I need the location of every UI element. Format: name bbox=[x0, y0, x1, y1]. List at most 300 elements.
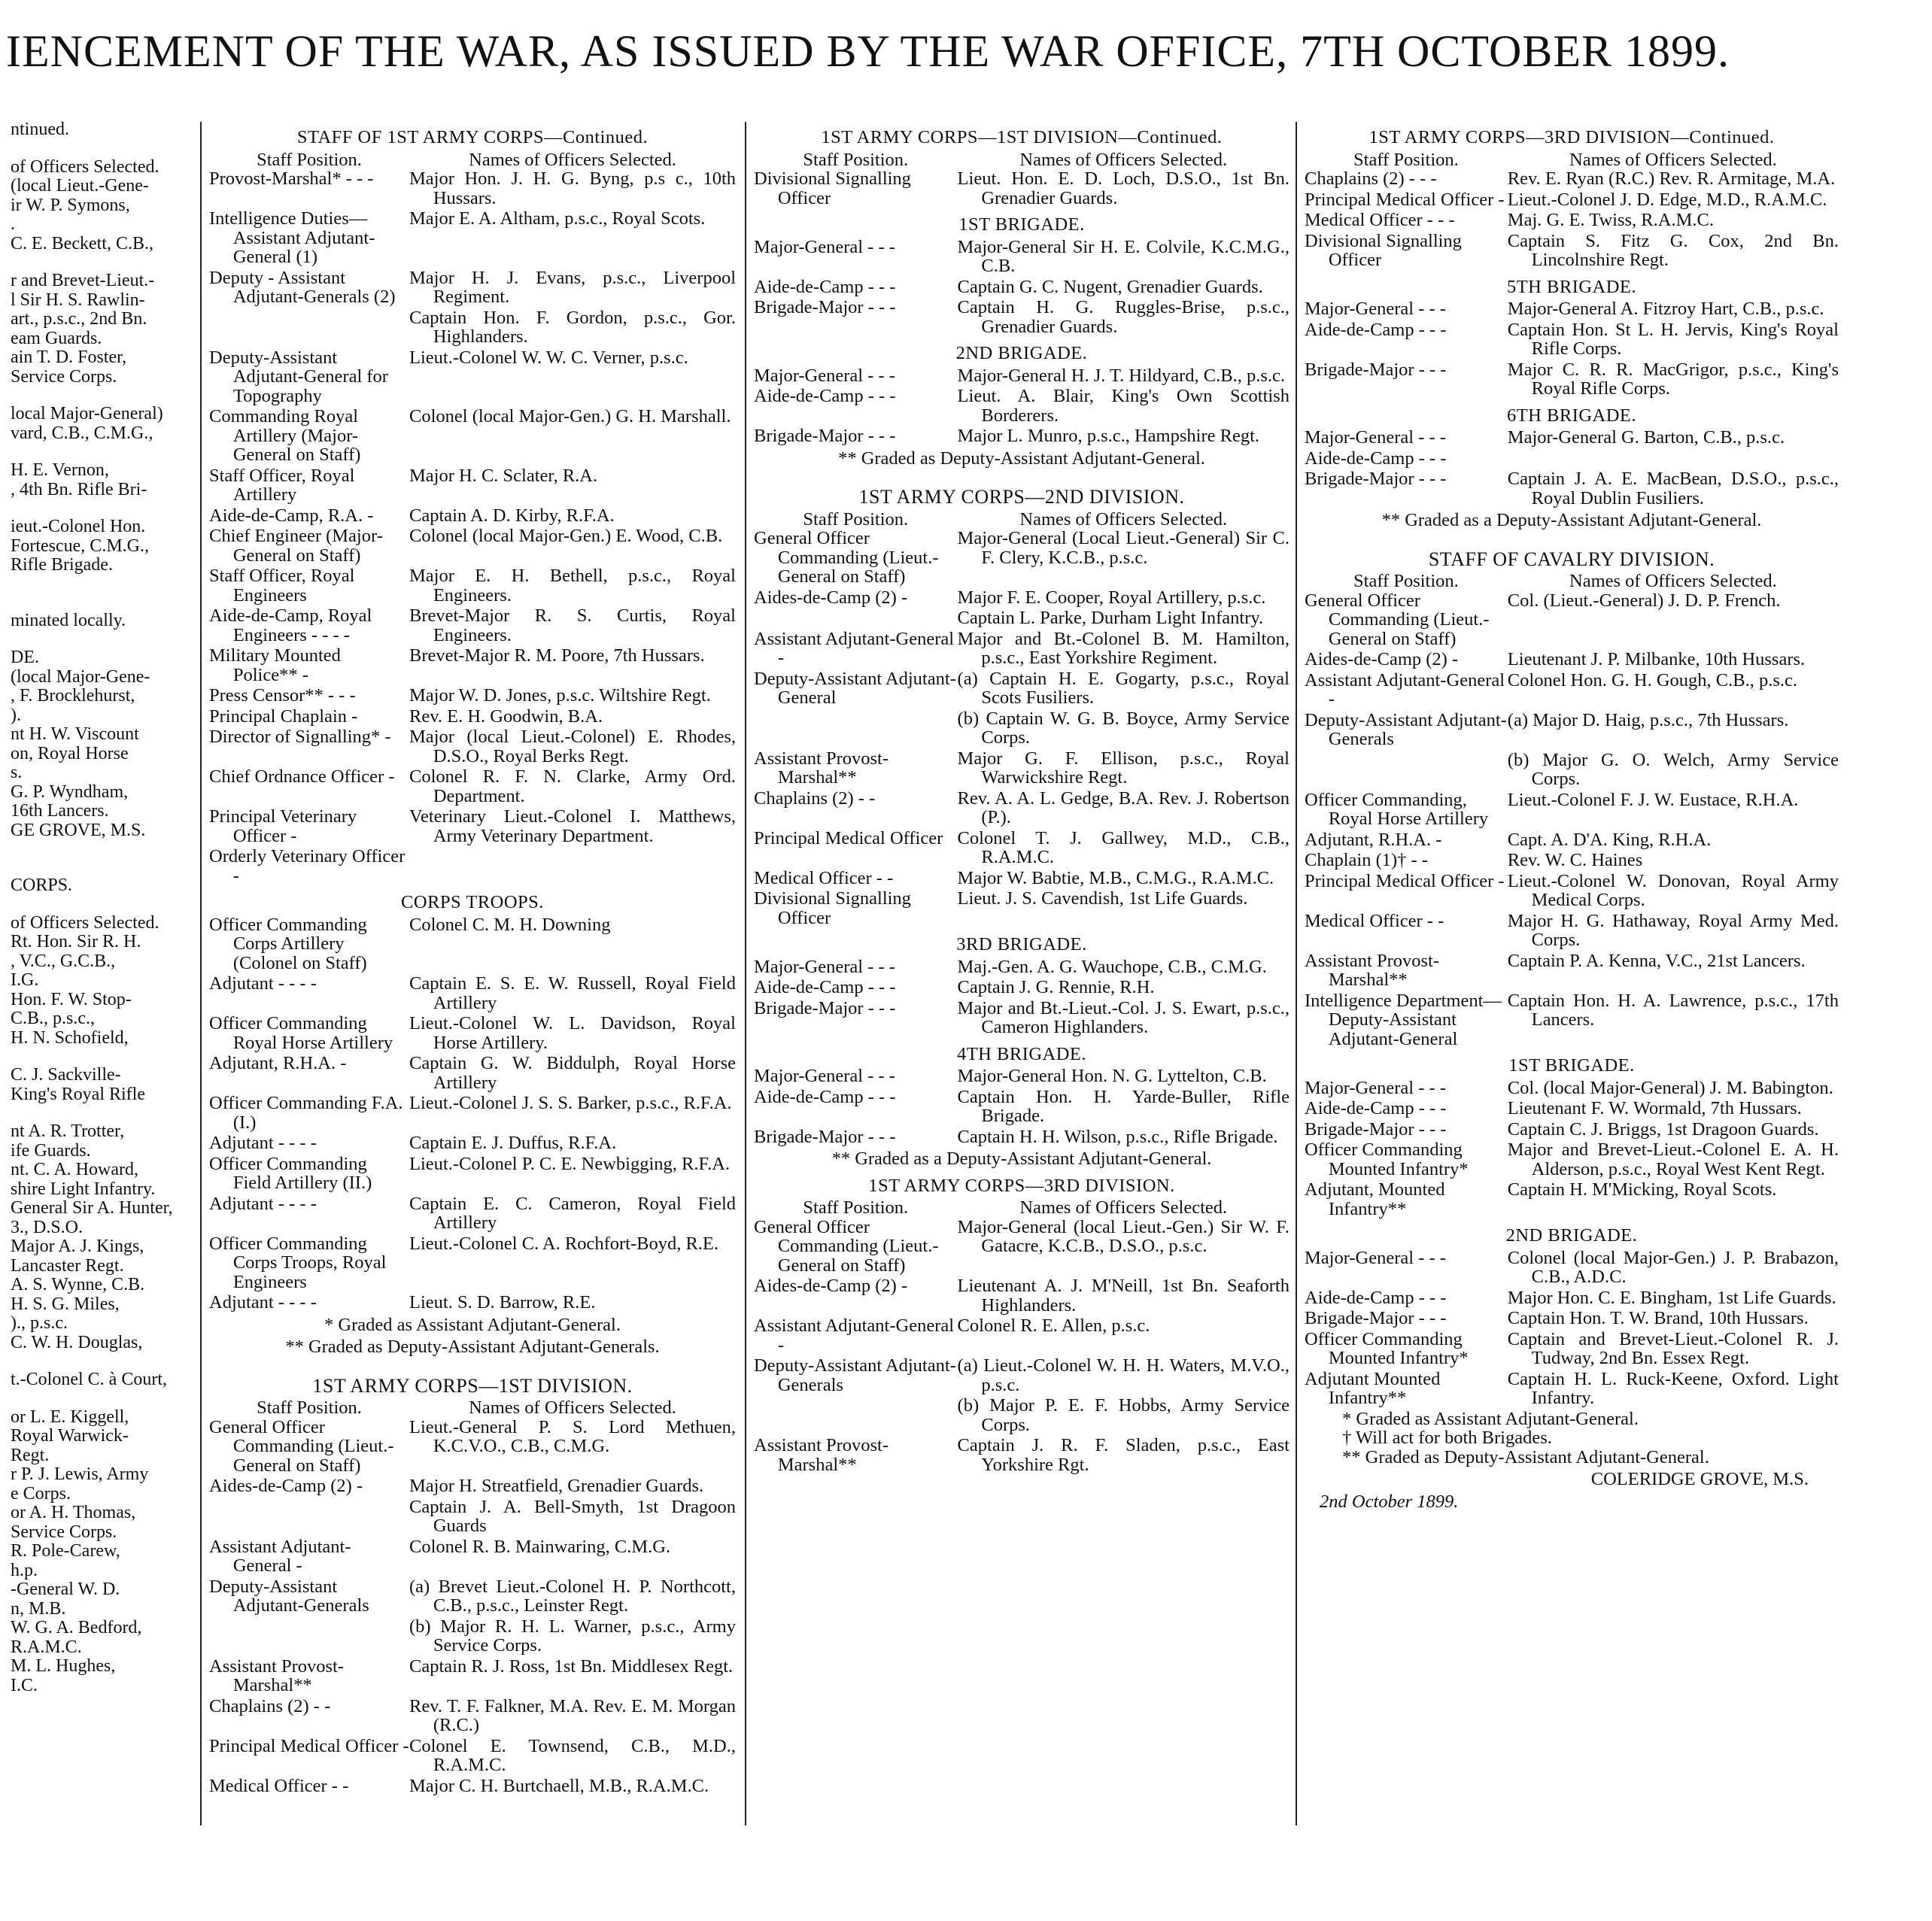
officer-name: (b) Major R. H. L. Warner, p.s.c., Army Service Corps. bbox=[409, 1616, 736, 1655]
appointment-row bbox=[1305, 428, 1839, 448]
officer-name: Captain J. A. Bell-Smyth, 1st Dragoon Guards bbox=[409, 1496, 736, 1536]
officer-name: Colonel R. F. N. Clarke, Army Ord. Department. bbox=[409, 766, 736, 806]
appointment-row bbox=[209, 847, 736, 885]
staff-position: Chaplains (2) - - - bbox=[1305, 168, 1437, 189]
appointment-row bbox=[754, 278, 1290, 297]
staff-position: General Officer Commanding (Lieut.-General on Staff) bbox=[1305, 590, 1490, 649]
appointment-row bbox=[209, 269, 736, 307]
officer-name: Captain and Brevet-Lieut.-Colonel R. J. Tudway, 2nd Bn. Essex Regt. bbox=[1507, 1328, 1839, 1368]
column-1-fragment bbox=[11, 120, 188, 1695]
fragment-line: eam Guards. bbox=[11, 329, 102, 348]
grading-note: ** Graded as Deputy-Assistant Adjutant-General. bbox=[838, 448, 1205, 469]
appointment-row bbox=[754, 1067, 1290, 1086]
officer-name: Major-General A. Fitzroy Hart, C.B., p.s.c. bbox=[1507, 299, 1824, 319]
staff-position: Brigade-Major - - - bbox=[754, 1126, 896, 1147]
appointment-row bbox=[754, 630, 1290, 668]
fragment-line: vard, C.B., C.M.G., bbox=[11, 423, 153, 443]
staff-position: Assistant Adjutant-General - bbox=[209, 1536, 351, 1576]
appointment-row bbox=[754, 588, 1290, 608]
officer-name: Rev. W. C. Haines bbox=[1507, 850, 1643, 870]
appointment-row bbox=[1305, 650, 1839, 669]
officer-name: Colonel (local Major-Gen.) G. H. Marshall. bbox=[409, 406, 731, 426]
staff-position: Officer Commanding Field Artillery (II.) bbox=[209, 1153, 372, 1193]
officer-name: Captain E. S. E. W. Russell, Royal Field Artillery bbox=[409, 973, 736, 1013]
appointment-row bbox=[1305, 169, 1839, 189]
appointment-row bbox=[754, 789, 1290, 827]
appointment-row bbox=[209, 767, 736, 806]
staff-position: Adjutant - - - - bbox=[209, 1133, 317, 1153]
officer-name: Lieut.-Colonel C. A. Rochfort-Boyd, R.E. bbox=[409, 1233, 719, 1254]
officer-name: Captain C. J. Briggs, 1st Dragoon Guards. bbox=[1507, 1118, 1819, 1140]
fragment-line: of Officers Selected. bbox=[11, 157, 159, 177]
section-heading: 5TH BRIGADE. bbox=[1506, 276, 1637, 297]
staff-position: Officer Commanding Royal Horse Artillery bbox=[209, 1013, 393, 1053]
line-gap bbox=[11, 593, 188, 612]
staff-position: Principal Medical Officer bbox=[754, 827, 943, 848]
staff-position: Provost-Marshal* - - - bbox=[209, 168, 374, 189]
appointment-row bbox=[209, 169, 736, 208]
fragment-line: h.p. bbox=[11, 1561, 38, 1580]
staff-position: Assistant Adjutant-General - bbox=[1305, 669, 1505, 709]
appointment-row bbox=[209, 407, 736, 465]
officer-name bbox=[409, 847, 736, 885]
officer-name: Captain H. G. Ruggles-Brise, p.s.c., Grenadier Guards. bbox=[957, 297, 1290, 337]
officer-name: (b) Captain W. G. B. Boyce, Army Service Corps. bbox=[957, 708, 1290, 748]
staff-position: Deputy-Assistant Adjutant-Generals bbox=[209, 1576, 369, 1616]
section-heading: 3RD BRIGADE. bbox=[956, 934, 1087, 954]
officers-header: Names of Officers Selected. bbox=[469, 149, 676, 170]
fragment-line: , 4th Bn. Rifle Bri- bbox=[11, 480, 147, 499]
staff-position: Staff Officer, Royal Engineers bbox=[209, 566, 355, 605]
staff-position: Director of Signalling* - bbox=[209, 727, 391, 747]
staff-position: Aide-de-Camp - - - bbox=[1305, 1098, 1447, 1118]
officer-name: Captain Hon. St L. H. Jervis, King's Royal Rifle Corps. bbox=[1507, 319, 1839, 359]
officer-name: Major H. J. Evans, p.s.c., Liverpool Regiment. bbox=[409, 267, 736, 307]
officer-name: Major H. Streatfield, Grenadier Guards. bbox=[409, 1476, 704, 1496]
appointment-row bbox=[209, 1194, 736, 1233]
officer-name: Rev. E. Ryan (R.C.) Rev. R. Armitage, M.A. bbox=[1507, 168, 1836, 189]
staff-position: Adjutant - - - - bbox=[209, 1292, 317, 1313]
appointment-row bbox=[1305, 469, 1839, 508]
appointment-row bbox=[754, 889, 1290, 927]
appointment-row bbox=[1305, 1330, 1839, 1368]
staff-position: Brigade-Major - - - bbox=[754, 297, 896, 317]
fragment-line: Lancaster Regt. bbox=[11, 1256, 124, 1276]
fragment-line: H. N. Schofield, bbox=[11, 1028, 129, 1048]
footnote: † Will act for both Brigades. bbox=[1342, 1428, 1552, 1448]
appointment-row bbox=[1305, 791, 1839, 829]
fragment-line: ain T. D. Foster, bbox=[11, 348, 127, 367]
officers-header: Names of Officers Selected. bbox=[1569, 149, 1777, 170]
officer-name: Rev. E. H. Goodwin, B.A. bbox=[409, 706, 603, 727]
appointment-row bbox=[1305, 299, 1839, 319]
issue-date: 2nd October 1899. bbox=[1320, 1491, 1459, 1512]
appointment-row bbox=[754, 366, 1290, 386]
line-gap bbox=[11, 896, 188, 914]
staff-position: Deputy - Assistant Adjutant-Generals (2) bbox=[209, 267, 396, 307]
officer-name: Major Hon. C. E. Bingham, 1st Life Guards. bbox=[1507, 1287, 1836, 1308]
appointment-row bbox=[209, 974, 736, 1012]
officer-name: Lieutenant F. W. Wormald, 7th Hussars. bbox=[1507, 1098, 1802, 1118]
appointment-row bbox=[209, 1737, 736, 1775]
fragment-line: Rt. Hon. Sir R. H. bbox=[11, 933, 141, 951]
section-heading: 6TH BRIGADE. bbox=[1506, 405, 1637, 426]
section-heading: 1ST ARMY CORPS—1ST DIVISION. bbox=[312, 1374, 633, 1397]
appointment-row bbox=[209, 466, 736, 505]
staff-position: Officer Commanding Corps Artillery (Colonel on Staff) bbox=[209, 914, 367, 973]
appointment-row bbox=[209, 308, 736, 347]
officer-name: Rev. T. F. Falkner, M.A. Rev. E. M. Morgan (R.C.) bbox=[409, 1695, 736, 1735]
officer-name: (a) Brevet Lieut.-Colonel H. P. Northcott, C.B., p.s.c., Leinster Regt. bbox=[409, 1576, 736, 1616]
appointment-row bbox=[754, 957, 1290, 977]
fragment-line: local Major-General) bbox=[11, 405, 163, 423]
fragment-line: General Sir A. Hunter, bbox=[11, 1199, 173, 1218]
officer-name: Captain S. Fitz G. Cox, 2nd Bn. Lincolnshire Regt. bbox=[1507, 230, 1839, 270]
staff-position: Brigade-Major - - - bbox=[1305, 359, 1447, 380]
fragment-line: r and Brevet-Lieut.- bbox=[11, 272, 155, 290]
officers-header: Names of Officers Selected. bbox=[469, 1398, 676, 1418]
staff-position: General Officer Commanding (Lieut.-General on Staff) bbox=[209, 1416, 394, 1476]
appointment-row bbox=[1305, 1079, 1839, 1098]
fragment-line: r P. J. Lewis, Army bbox=[11, 1465, 149, 1484]
appointment-row bbox=[754, 869, 1290, 888]
staff-position: Chief Ordnance Officer - bbox=[209, 766, 395, 787]
officer-name: (a) Major D. Haig, p.s.c., 7th Hussars. bbox=[1507, 709, 1789, 730]
fragment-line: DE. bbox=[11, 648, 39, 667]
officer-name: Major Hon. J. H. G. Byng, p.s c., 10th Hussars. bbox=[409, 168, 736, 208]
appointment-row bbox=[1305, 232, 1839, 270]
staff-position-header: Staff Position. bbox=[257, 149, 362, 170]
column-4 bbox=[1305, 120, 1839, 1511]
officer-name: Lieut.-Colonel W. W. C. Verner, p.s.c. bbox=[409, 347, 688, 368]
staff-position: Aide-de-Camp, Royal Engineers - - - - bbox=[209, 605, 372, 645]
fragment-line: Service Corps. bbox=[11, 1522, 117, 1542]
officer-name: Major L. Munro, p.s.c., Hampshire Regt. bbox=[957, 426, 1260, 446]
appointment-row bbox=[209, 686, 736, 706]
fragment-line: 16th Lancers. bbox=[11, 802, 109, 821]
appointment-row bbox=[754, 1218, 1290, 1276]
officer-name: Colonel (local Major-Gen.) E. Wood, C.B. bbox=[409, 526, 723, 546]
staff-position: Principal Medical Officer - bbox=[1305, 189, 1505, 210]
appointment-row bbox=[209, 209, 736, 267]
staff-position: Divisional Signalling Officer bbox=[754, 168, 911, 208]
officer-name: Lieut.-Colonel F. J. W. Eustace, R.H.A. bbox=[1507, 789, 1799, 810]
officer-name: Captain H. H. Wilson, p.s.c., Rifle Brigade. bbox=[957, 1126, 1278, 1147]
officer-name: Major and Bt.-Colonel B. M. Hamilton, p.s.c., East Yorkshire Regiment. bbox=[957, 628, 1290, 668]
officer-name: Major-General H. J. T. Hildyard, C.B., p.s.c. bbox=[957, 365, 1285, 386]
appointment-row bbox=[1305, 1099, 1839, 1118]
fragment-line: nt. C. A. Howard, bbox=[11, 1161, 138, 1179]
officer-name: Major-General Sir H. E. Colvile, K.C.M.G., C.B. bbox=[957, 236, 1290, 276]
staff-position: Aide-de-Camp, R.A. - bbox=[209, 505, 374, 526]
appointment-row bbox=[1305, 591, 1839, 649]
officer-name: Major W. D. Jones, p.s.c. Wiltshire Regt. bbox=[409, 685, 711, 706]
staff-position bbox=[754, 709, 958, 748]
staff-position: Major-General - - - bbox=[1305, 1247, 1446, 1268]
fragment-line: ir W. P. Symons, bbox=[11, 196, 130, 215]
staff-position: Staff Officer, Royal Artillery bbox=[209, 465, 355, 505]
staff-position: Assistant Provost-Marshal** bbox=[754, 1435, 889, 1475]
officer-name: Lieutenant J. P. Milbanke, 10th Hussars. bbox=[1507, 649, 1806, 669]
fragment-line: C.B., p.s.c., bbox=[11, 1009, 96, 1028]
officer-name: Lieut. A. Blair, King's Own Scottish Borderers. bbox=[957, 386, 1290, 426]
staff-position: Major-General - - - bbox=[754, 365, 895, 386]
staff-position-header: Staff Position. bbox=[803, 149, 909, 170]
staff-position: Adjutant, R.H.A. - bbox=[1305, 829, 1442, 850]
fragment-line: A. S. Wynne, C.B. bbox=[11, 1276, 145, 1294]
officer-name: Captain J. G. Rennie, R.H. bbox=[957, 977, 1155, 997]
staff-position: Medical Officer - - bbox=[754, 867, 894, 888]
appointment-row bbox=[1305, 851, 1839, 870]
fragment-line: GE GROVE, M.S. bbox=[11, 821, 146, 840]
fragment-line: Rifle Brigade. bbox=[11, 556, 113, 575]
officer-name: Captain Hon. T. W. Brand, 10th Hussars. bbox=[1507, 1308, 1809, 1328]
staff-position: Medical Officer - - bbox=[1305, 910, 1444, 931]
column-header-row bbox=[1305, 150, 1839, 170]
appointment-row bbox=[1305, 671, 1839, 709]
appointment-row bbox=[754, 669, 1290, 708]
staff-position: Aides-de-Camp (2) - bbox=[1305, 649, 1459, 669]
officer-name: Colonel C. M. H. Downing bbox=[409, 914, 611, 935]
fragment-line: W. G. A. Bedford, bbox=[11, 1619, 142, 1637]
staff-position: Aide-de-Camp - - - bbox=[754, 1086, 896, 1107]
appointment-row bbox=[1305, 1120, 1839, 1140]
officer-name: Major-General (Local Lieut.-General) Sir C. F. Clery, K.C.B., p.s.c. bbox=[957, 528, 1290, 568]
appointment-row bbox=[209, 1418, 736, 1476]
fragment-line: t.-Colonel C. à Court, bbox=[11, 1370, 167, 1389]
column-header-row bbox=[1305, 572, 1839, 591]
appointment-row bbox=[1305, 1140, 1839, 1179]
staff-position: General Officer Commanding (Lieut.-General on Staff) bbox=[754, 528, 939, 587]
staff-position: Major-General - - - bbox=[754, 236, 895, 257]
appointment-row bbox=[1305, 751, 1839, 789]
appointment-row bbox=[754, 749, 1290, 788]
page-headline: IENCEMENT OF THE WAR, AS ISSUED BY THE WAR OFFICE, 7TH OCTOBER 1899. bbox=[6, 26, 1730, 76]
appointment-row bbox=[209, 1133, 736, 1153]
appointment-row bbox=[1305, 991, 1839, 1049]
fragment-line: e Corps. bbox=[11, 1484, 71, 1504]
staff-position: Aides-de-Camp (2) - bbox=[754, 1276, 908, 1296]
appointment-row bbox=[754, 387, 1290, 425]
fragment-line: ntinued. bbox=[11, 120, 69, 139]
fragment-line: Royal Warwick- bbox=[11, 1427, 129, 1446]
staff-position: Intelligence Duties— Assistant Adjutant-General (1) bbox=[209, 208, 375, 267]
fragment-line: (local Lieut.-Gene- bbox=[11, 177, 149, 196]
grading-note: ** Graded as Deputy-Assistant Adjutant-Generals. bbox=[285, 1337, 660, 1357]
staff-position: Major-General - - - bbox=[1305, 299, 1446, 319]
appointment-row bbox=[209, 1498, 736, 1536]
staff-position-header: Staff Position. bbox=[1353, 571, 1459, 591]
officer-name: Captain A. D. Kirby, R.F.A. bbox=[409, 505, 615, 526]
appointment-row bbox=[1305, 1370, 1839, 1408]
staff-position bbox=[1305, 751, 1508, 789]
officer-name: Colonel T. J. Gallwey, M.D., C.B., R.A.M.C. bbox=[957, 827, 1290, 867]
fragment-line: I.G. bbox=[11, 971, 39, 990]
fragment-line: ). bbox=[11, 706, 21, 725]
fragment-line: Hon. F. W. Stop- bbox=[11, 990, 132, 1009]
appointment-row bbox=[754, 978, 1290, 997]
staff-position: Brigade-Major - - - bbox=[1305, 1118, 1447, 1140]
staff-position: Officer Commanding Corps Troops, Royal Engineers bbox=[209, 1233, 387, 1292]
appointment-row bbox=[209, 1577, 736, 1616]
section-heading: 1ST ARMY CORPS—3RD DIVISION—Continued. bbox=[1368, 127, 1775, 147]
fragment-line: or A. H. Thomas, bbox=[11, 1504, 136, 1522]
appointment-row bbox=[754, 169, 1290, 208]
staff-position: Officer Commanding Mounted Infantry* bbox=[1305, 1328, 1469, 1368]
line-gap bbox=[11, 630, 188, 648]
appointment-row bbox=[754, 1356, 1290, 1394]
staff-position bbox=[754, 608, 958, 628]
staff-position: Aides-de-Camp (2) - bbox=[209, 1476, 363, 1496]
appointment-row bbox=[754, 1276, 1290, 1315]
appointment-row bbox=[209, 606, 736, 645]
appointment-row bbox=[754, 1316, 1290, 1355]
officer-name: Captain J. A. E. MacBean, D.S.O., p.s.c., Royal Dublin Fusiliers. bbox=[1507, 469, 1839, 508]
officer-name: (a) Lieut.-Colonel W. H. H. Waters, M.V.O., p.s.c. bbox=[957, 1355, 1290, 1395]
appointment-row bbox=[1305, 830, 1839, 850]
column-3 bbox=[754, 120, 1290, 1476]
fragment-line: on, Royal Horse bbox=[11, 744, 129, 763]
column-header-row bbox=[209, 1398, 736, 1418]
line-gap bbox=[11, 387, 188, 405]
officer-name: Colonel R. E. Allen, p.s.c. bbox=[957, 1316, 1150, 1336]
officer-name: Colonel R. B. Mainwaring, C.M.G. bbox=[409, 1536, 671, 1557]
staff-position: Aide-de-Camp - - - bbox=[754, 386, 896, 406]
fragment-line: C. W. H. Douglas, bbox=[11, 1333, 143, 1352]
staff-position: Brigade-Major - - - bbox=[1305, 1308, 1447, 1328]
officer-name: Captain Hon. H. A. Lawrence, p.s.c., 17th Lancers. bbox=[1507, 990, 1839, 1030]
appointment-row bbox=[209, 646, 736, 684]
fragment-line: s. bbox=[11, 763, 23, 782]
appointment-row bbox=[209, 915, 736, 973]
appointment-row bbox=[209, 566, 736, 605]
section-heading: STAFF OF 1ST ARMY CORPS—Continued. bbox=[296, 127, 649, 147]
staff-position: Aides-de-Camp (2) - bbox=[754, 587, 908, 608]
staff-position: Officer Commanding F.A. (I.) bbox=[209, 1093, 403, 1133]
section-heading: 1ST ARMY CORPS—2ND DIVISION. bbox=[858, 486, 1185, 508]
officer-name: Lieut.-General P. S. Lord Methuen, K.C.V.O., C.B., C.M.G. bbox=[409, 1416, 736, 1456]
fragment-line: art., p.s.c., 2nd Bn. bbox=[11, 310, 147, 329]
line-gap bbox=[11, 840, 188, 858]
appointment-row bbox=[209, 1697, 736, 1735]
fragment-line: nt A. R. Trotter, bbox=[11, 1122, 125, 1141]
staff-position: Principal Medical Officer - bbox=[1305, 870, 1505, 891]
section-heading: 2ND BRIGADE. bbox=[955, 343, 1088, 363]
staff-position: Assistant Adjutant-General - bbox=[754, 628, 955, 668]
officer-name: Col. (local Major-General) J. M. Babington. bbox=[1507, 1077, 1833, 1098]
staff-position: Deputy-Assistant Adjutant-General for Topography bbox=[209, 347, 388, 406]
officer-name: Lieut. S. D. Barrow, R.E. bbox=[409, 1292, 596, 1313]
officers-header: Names of Officers Selected. bbox=[1019, 1197, 1228, 1218]
line-gap bbox=[11, 443, 188, 461]
staff-position bbox=[209, 308, 409, 347]
appointment-row bbox=[1305, 1309, 1839, 1328]
column-header-row bbox=[754, 510, 1290, 530]
line-gap bbox=[11, 499, 188, 517]
grading-note: * Graded as Assistant Adjutant-General. bbox=[324, 1314, 621, 1335]
staff-position: Deputy-Assistant Adjutant-Generals bbox=[1305, 709, 1507, 749]
staff-position: Brigade-Major - - - bbox=[754, 997, 896, 1018]
appointment-row bbox=[754, 709, 1290, 748]
staff-position: Chaplains (2) - - bbox=[209, 1695, 331, 1716]
officer-name: Major C. R. R. MacGrigor, p.s.c., King's Royal Rifle Corps. bbox=[1507, 359, 1839, 399]
officer-name: Captain G. C. Nugent, Grenadier Guards. bbox=[957, 276, 1263, 297]
line-gap bbox=[11, 1352, 188, 1370]
staff-position: Assistant Provost-Marshal** bbox=[1305, 950, 1440, 990]
line-gap bbox=[11, 253, 188, 272]
staff-position-header: Staff Position. bbox=[803, 508, 909, 530]
officer-name: Major and Brevet-Lieut.-Colonel E. A. H. Alderson, p.s.c., Royal West Kent Regt. bbox=[1507, 1140, 1839, 1179]
staff-position: Adjutant Mounted Infantry** bbox=[1305, 1368, 1441, 1408]
appointment-row bbox=[209, 1657, 736, 1695]
appointment-row bbox=[209, 1293, 736, 1313]
fragment-line: )., p.s.c. bbox=[11, 1314, 68, 1333]
column-rule bbox=[745, 122, 746, 1825]
officer-name: Brevet-Major R. M. Poore, 7th Hussars. bbox=[409, 645, 705, 666]
officer-name: Lieut.-Colonel J. S. S. Barker, p.s.c., R.F.A. bbox=[409, 1093, 732, 1113]
staff-position: Military Mounted Police** - bbox=[209, 645, 341, 685]
section-heading: 2ND BRIGADE. bbox=[1505, 1225, 1638, 1246]
officer-name: Major-General Hon. N. G. Lyttelton, C.B. bbox=[957, 1066, 1267, 1086]
appointment-row bbox=[754, 608, 1290, 628]
officer-name: Lieut.-Colonel P. C. E. Newbigging, R.F.A. bbox=[409, 1153, 731, 1174]
officer-name: Captain Hon. F. Gordon, p.s.c., Gor. Highlanders. bbox=[409, 307, 736, 347]
line-gap bbox=[11, 858, 188, 876]
fragment-line: n, M.B. bbox=[11, 1599, 66, 1619]
staff-position: Aide-de-Camp - - - bbox=[754, 276, 896, 297]
officer-name: Major and Bt.-Lieut.-Col. J. S. Ewart, p.s.c., Cameron Highlanders. bbox=[957, 997, 1290, 1037]
officer-name: Captain E. C. Cameron, Royal Field Artillery bbox=[409, 1193, 736, 1233]
column-header-row bbox=[754, 150, 1290, 170]
officer-name: (a) Captain H. E. Gogarty, p.s.c., Royal Scots Fusiliers. bbox=[957, 668, 1290, 708]
fragment-line: C. J. Sackville- bbox=[11, 1066, 121, 1085]
grading-note: ** Graded as a Deputy-Assistant Adjutant-General. bbox=[831, 1149, 1212, 1169]
staff-position: Divisional Signalling Officer bbox=[754, 888, 911, 928]
footnote: * Graded as Assistant Adjutant-General. bbox=[1342, 1408, 1639, 1429]
staff-position: General Officer Commanding (Lieut.-General on Staff) bbox=[754, 1216, 939, 1276]
staff-position: Medical Officer - - bbox=[209, 1775, 349, 1796]
staff-position: Major-General - - - bbox=[1305, 427, 1446, 448]
officer-name: Major-General G. Barton, C.B., p.s.c. bbox=[1507, 427, 1785, 448]
fragment-line: minated locally. bbox=[11, 611, 126, 630]
staff-position: Chaplains (2) - - bbox=[754, 788, 876, 809]
appointment-row bbox=[209, 1054, 736, 1092]
fragment-line: -General W. D. bbox=[11, 1580, 120, 1599]
staff-position: Brigade-Major - - - bbox=[1305, 469, 1447, 489]
staff-position: Orderly Veterinary Officer - bbox=[209, 846, 406, 886]
fragment-line: 3., D.S.O. bbox=[11, 1218, 84, 1237]
staff-position: Deputy-Assistant Adjutant-Generals bbox=[754, 1355, 956, 1395]
fragment-line: King's Royal Rifle bbox=[11, 1085, 145, 1104]
officer-name: Major C. H. Burtchaell, M.B., R.A.M.C. bbox=[409, 1775, 709, 1796]
officer-name: Lieut.-Colonel W. L. Davidson, Royal Horse Artillery. bbox=[409, 1013, 736, 1053]
officer-name: Captain P. A. Kenna, V.C., 21st Lancers. bbox=[1507, 950, 1806, 971]
staff-position: Divisional Signalling Officer bbox=[1305, 230, 1462, 270]
staff-position bbox=[754, 1396, 958, 1434]
fragment-line: . bbox=[11, 215, 15, 234]
staff-position: Adjutant - - - - bbox=[209, 973, 317, 994]
staff-position: Aide-de-Camp - - - bbox=[1305, 319, 1447, 340]
fragment-line: ieut.-Colonel Hon. bbox=[11, 517, 146, 536]
column-rule bbox=[200, 122, 202, 1825]
line-gap bbox=[11, 575, 188, 593]
appointment-row bbox=[754, 529, 1290, 587]
officer-name: Major-General (local Lieut.-Gen.) Sir W. F. Gatacre, K.C.B., D.S.O., p.s.c. bbox=[957, 1216, 1290, 1256]
officer-name: Colonel E. Townsend, C.B., M.D., R.A.M.C. bbox=[409, 1735, 736, 1775]
fragment-line: H. S. G. Miles, bbox=[11, 1294, 120, 1314]
staff-position: Aide-de-Camp - - - bbox=[754, 977, 896, 997]
fragment-line: R.A.M.C. bbox=[11, 1637, 82, 1657]
